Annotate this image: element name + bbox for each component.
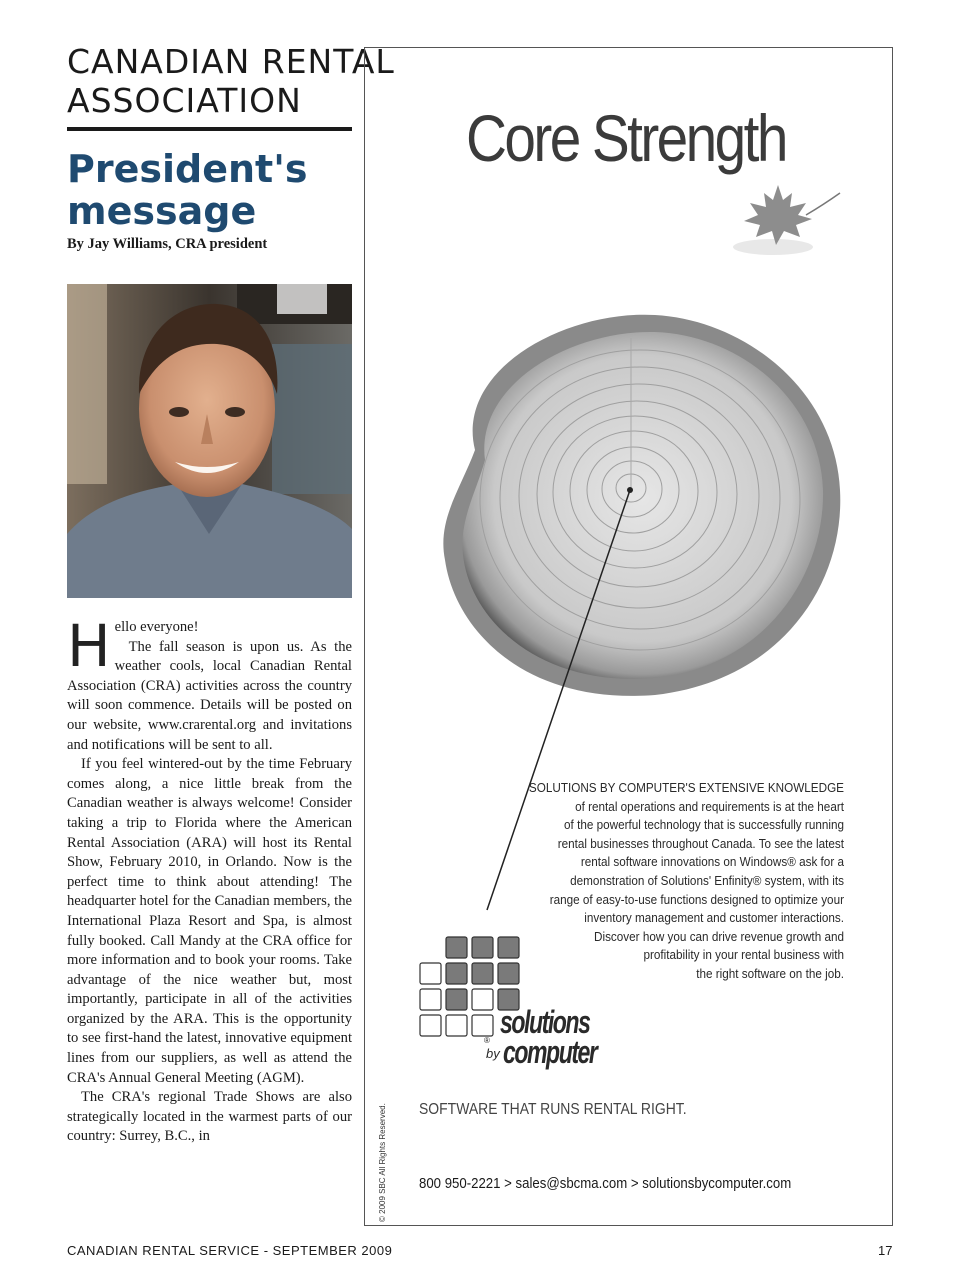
ad-copy-line: of the powerful technology that is successfully running [564,818,844,833]
ad-copy-line: rental businesses throughout Canada. To see the latest [557,836,844,851]
greeting-text: ello everyone! [114,619,199,635]
heading-rule [67,127,352,131]
ad-copy-line: the right software on the job. [696,966,844,981]
ad-contact-line: 800 950-2221 > sales@sbcma.com > solutionsbycomputer.com [419,1175,792,1192]
page-number: 17 [878,1243,893,1258]
logo-wordmark-solutions: solutions [500,1004,590,1040]
ad-headline: Core Strength [466,101,786,175]
article-title [67,148,357,232]
ad-copy-line: range of easy-to-use functions designed to optimize your [549,892,844,907]
paragraph-greeting [67,612,352,680]
ad-copy-line: rental software innovations on Windows® ask for a [580,855,844,870]
ad-copy-line: Discover how you can drive revenue growth and [594,929,844,944]
paragraph: The fall season is upon us. As the weather cools, local Canadian Rental Association (CRA) activities across the country will soon commence. Details will be posted on our website, www.crarental.org and invitations and notifications will be sent to all. [67,638,352,753]
publication-footer: CANADIAN RENTAL SERVICE - SEPTEMBER 2009 [67,1243,393,1258]
logo-wordmark-by: by [486,1046,500,1061]
ad-copy-line: of rental operations and requirements is at the heart [575,799,844,814]
association-line-1: CANADIAN RENTAL [67,42,395,81]
president-photo [67,284,352,598]
byline: By Jay Williams, CRA president [67,236,268,252]
drop-cap: H [67,612,111,680]
paragraph: The CRA's regional Trade Shows are also strategically located in the warmest parts of our country: Surrey, B.C., in [67,1089,352,1145]
article-title-line-1: President's [67,147,308,191]
association-line-2: ASSOCIATION [67,81,302,120]
article-body [67,612,352,1147]
association-heading [67,42,395,120]
ad-copy-line: profitability in your rental business with [643,948,844,963]
ad-copy-line: demonstration of Solutions' Enfinity® system, with its [570,873,844,888]
ad-copy [500,779,844,984]
ad-copyright: © 2009 SBC All Rights Reserved. [378,1103,387,1222]
paragraph: If you feel wintered-out by the time February comes along, a nice little break from the Canadian weather is always welcome! Consider taking a trip to Florida where the American Rental Association (ARA) will host its Rental Show, February 2010, in Orlando. Now is the perfect time to think about attending! The headquarter hotel for the Canadian members, the International Plaza Resort and Spa, is almost fully booked. Call Mandy at the CRA office for more information and to book your rooms. Take advantage of the nice weather but, most importantly, participate in all of the activities organized by the ARA. This is the opportunity to see first-hand the latest, innovative equipment lines from our suppliers, as well as attend the CRA's Annual General Meeting (AGM). [67,756,352,1086]
ad-copy-line: SOLUTIONS BY COMPUTER'S EXTENSIVE KNOWLEDGE [528,781,844,795]
ad-copy-line: inventory management and customer interactions. [584,911,844,926]
ad-tagline: SOFTWARE THAT RUNS RENTAL RIGHT. [419,1101,687,1118]
registered-mark: ® [484,1036,490,1045]
article-title-line-2: message [67,189,257,233]
maple-leaf-icon [728,175,844,260]
logo-wordmark-computer: computer [503,1034,597,1070]
